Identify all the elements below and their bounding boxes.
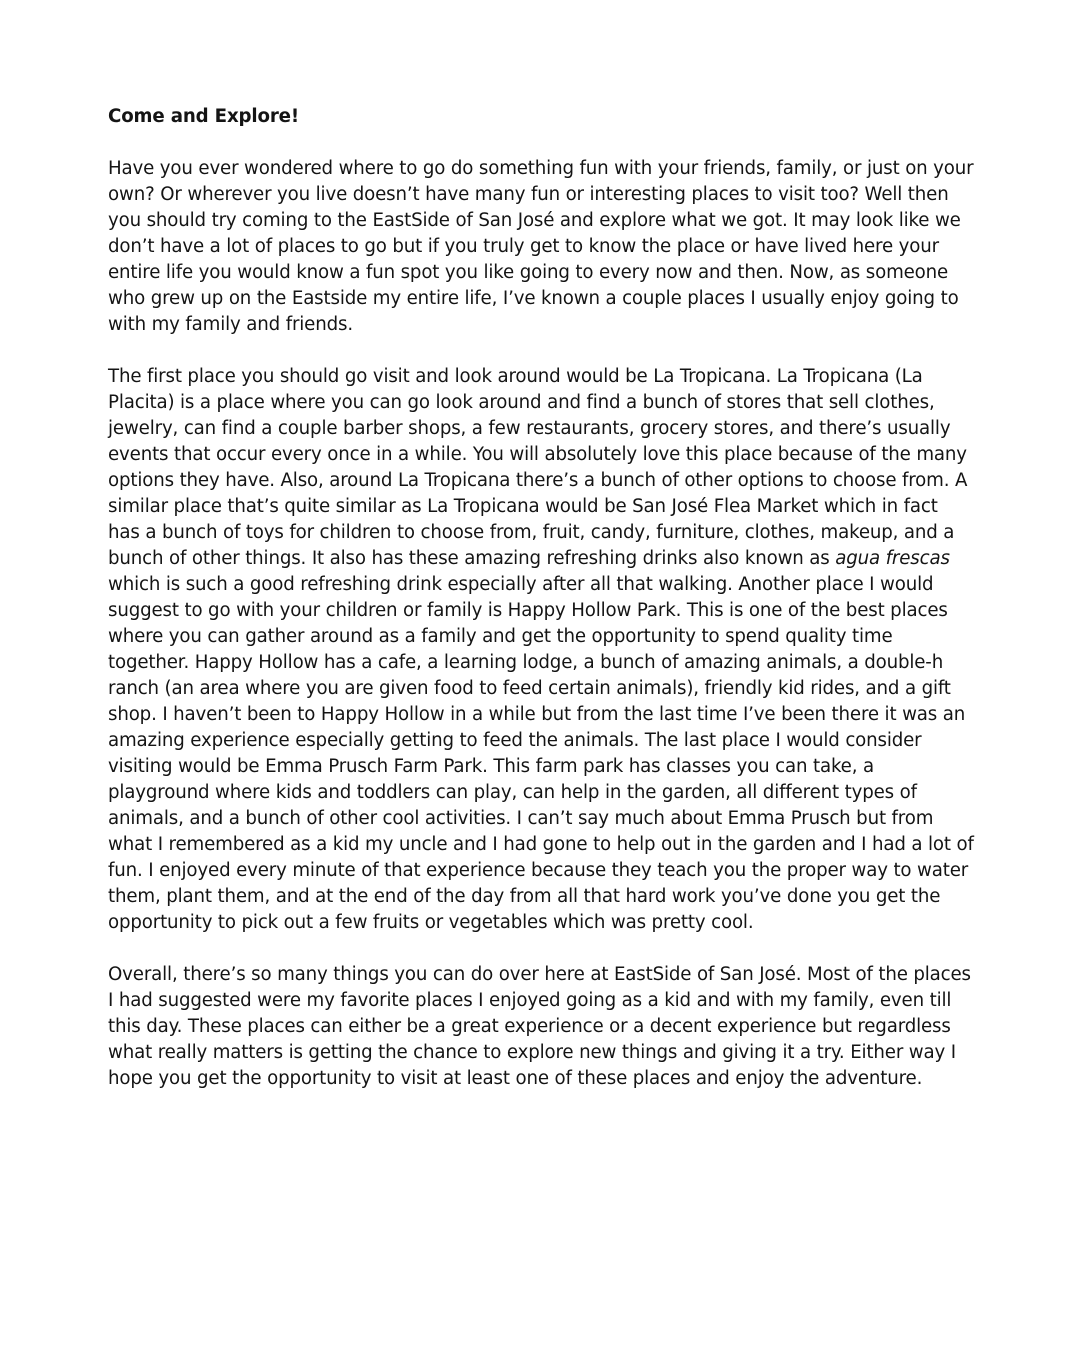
paragraph-conclusion: Overall, there’s so many things you can do over here at EastSide of San José. Most of the places I had suggested were my favorite places I enjoyed going as a kid and with my family, even till this day. These places can either be a great experience or a decent experience but regardless what really matters is getting the chance to explore new things and giving it a try. Either way I hope you get the opportunity to visit at least one of these places and enjoy the adventure. <box>108 964 971 1089</box>
paragraph-intro: Have you ever wondered where to go do something fun with your friends, family, or just on your own? Or wherever you live doesn’t have many fun or interesting places to visit too? Well then you should try coming to the EastSide of San José and explore what we got. It may look like we don’t have a lot of places to go but if you truly get to know the place or have lived here your entire life you would know a fun spot you like going to every now and then. Now, as someone who grew up on the Eastside my entire life, I’ve known a couple places I usually enjoy going to with my family and friends. <box>108 158 974 335</box>
paragraph-places-italic-term: agua frescas <box>835 548 950 569</box>
paragraph-places-text-1: The first place you should go visit and look around would be La Tropicana. La Tropicana (La Placita) is a place where you can go look around and find a bunch of stores that sell clothes, jewelry, can find a couple barber shops, a few restaurants, grocery stores, and there’s usually events that occur every once in a while. You will absolutely love this place because of the many options they have. Also, around La Tropicana there’s a bunch of other options to choose from. A similar place that’s quite similar as La Tropicana would be San José Flea Market which in fact has a bunch of toys for children to choose from, fruit, candy, furniture, clothes, makeup, and a bunch of other things. It also has these amazing refreshing drinks also known as <box>108 366 968 569</box>
paragraph-places <box>108 364 974 936</box>
document-title: Come and Explore! <box>108 106 299 127</box>
paragraph-places-text-2: which is such a good refreshing drink especially after all that walking. Another place I would suggest to go with your children or family is Happy Hollow Park. This is one of the best places where you can gather around as a family and get the opportunity to spend quality time together. Happy Hollow has a cafe, a learning lodge, a bunch of amazing animals, a double-h ranch (an area where you are given food to feed certain animals), friendly kid rides, and a gift shop. I haven’t been to Happy Hollow in a while but from the last time I’ve been there it was an amazing experience especially getting to feed the animals. The last place I would consider visiting would be Emma Prusch Farm Park. This farm park has classes you can take, a playground where kids and toddlers can play, can help in the garden, all different types of animals, and a bunch of other cool activities. I can’t say much about Emma Prusch but from what I remembered as a kid my uncle and I had gone to help out in the garden and I had a lot of fun. I enjoyed every minute of that experience because they teach you the proper way to water them, plant them, and at the end of the day from all that hard work you’ve done you get the opportunity to pick out a few fruits or vegetables which was pretty cool. <box>108 574 974 933</box>
document-page <box>108 104 974 1118</box>
